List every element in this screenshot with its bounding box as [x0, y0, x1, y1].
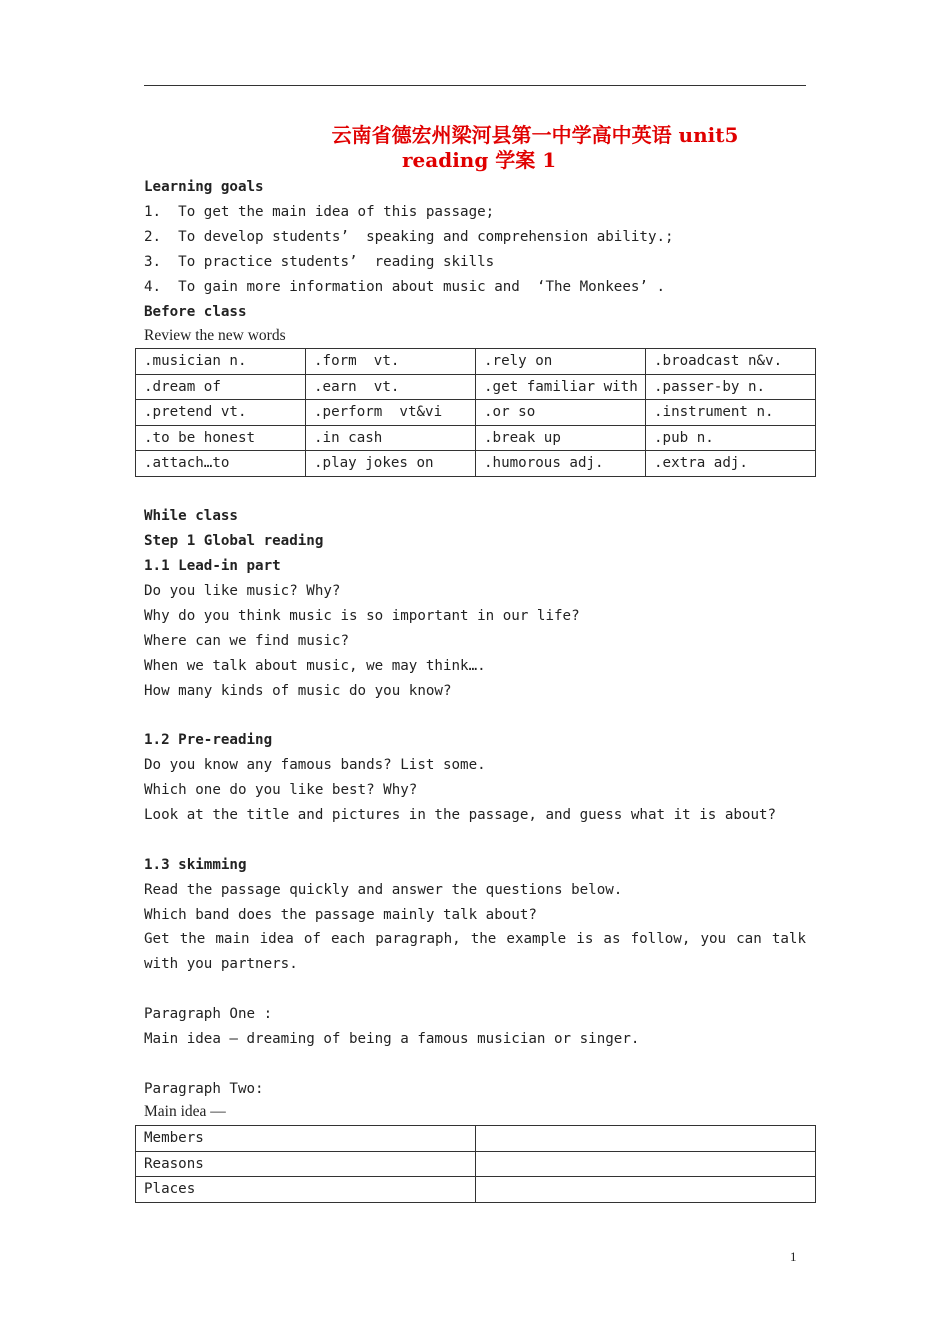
table-cell: .get familiar with [476, 374, 646, 400]
goal-item-1: 1. To get the main idea of this passage; [144, 204, 495, 220]
table-cell: .in cash [306, 425, 476, 451]
step1-heading: Step 1 Global reading [144, 533, 324, 549]
table-cell: .passer-by n. [646, 374, 816, 400]
table-cell: .musician n. [136, 349, 306, 375]
paragraph-two-label: Paragraph Two: [144, 1081, 264, 1097]
title-line-2: reading 学案 1 [402, 148, 557, 172]
table-cell: .break up [476, 425, 646, 451]
table-cell: .form vt. [306, 349, 476, 375]
table-cell: .instrument n. [646, 400, 816, 426]
lead-in-question: Where can we find music? [144, 633, 349, 649]
table-cell: .broadcast n&v. [646, 349, 816, 375]
pre-reading-question: Do you know any famous bands? List some. [144, 757, 486, 773]
review-label: Review the new words [144, 327, 286, 344]
before-class-heading: Before class [144, 304, 247, 320]
table-cell: .pretend vt. [136, 400, 306, 426]
goal-item-3: 3. To practice students’ reading skills [144, 254, 495, 270]
table-row [136, 349, 816, 375]
paragraph-two-table [135, 1125, 816, 1203]
table-cell: .or so [476, 400, 646, 426]
pre-reading-question: Which one do you like best? Why? [144, 782, 418, 798]
lead-in-question: How many kinds of music do you know? [144, 683, 452, 699]
paragraph-one-main-idea: Main idea — dreaming of being a famous musician or singer. [144, 1031, 640, 1047]
lead-in-question: When we talk about music, we may think…. [144, 658, 486, 674]
table-row [136, 451, 816, 477]
table-row [136, 374, 816, 400]
table-cell: .humorous adj. [476, 451, 646, 477]
table-row [136, 400, 816, 426]
header-rule [144, 85, 806, 86]
table-cell: .rely on [476, 349, 646, 375]
skimming-instruction: Get the main idea of each paragraph, the example is as follow, you can talk with you partners. [144, 931, 806, 972]
goal-item-4: 4. To gain more information about music and ‘The Monkees’ . [144, 279, 666, 295]
paragraph-one-label: Paragraph One : [144, 1006, 273, 1022]
table-cell: .extra adj. [646, 451, 816, 477]
table-cell-label: Members [136, 1126, 476, 1152]
learning-goals-heading: Learning goals [144, 179, 264, 195]
table-cell: .play jokes on [306, 451, 476, 477]
table-row [136, 1151, 816, 1177]
goal-item-2: 2. To develop students’ speaking and comprehension ability.; [144, 229, 674, 245]
table-cell: .perform vt&vi [306, 400, 476, 426]
table-cell: .dream of [136, 374, 306, 400]
table-cell-answer[interactable] [476, 1151, 816, 1177]
table-cell-answer[interactable] [476, 1177, 816, 1203]
skimming-line: Read the passage quickly and answer the questions below. [144, 882, 623, 898]
page-number: 1 [790, 1249, 797, 1264]
skimming-heading: 1.3 skimming [144, 857, 247, 873]
table-row [136, 1177, 816, 1203]
table-row [136, 425, 816, 451]
document-title [144, 123, 806, 173]
title-line-1: 云南省德宏州梁河县第一中学高中英语 unit5 [331, 123, 739, 147]
table-cell: .pub n. [646, 425, 816, 451]
table-cell-answer[interactable] [476, 1126, 816, 1152]
pre-reading-question: Look at the title and pictures in the passage, and guess what it is about? [144, 807, 777, 823]
lead-in-heading: 1.1 Lead-in part [144, 558, 281, 574]
while-class-heading: While class [144, 508, 238, 524]
lead-in-question: Why do you think music is so important in our life? [144, 608, 580, 624]
table-cell-label: Reasons [136, 1151, 476, 1177]
table-row [136, 1126, 816, 1152]
lead-in-question: Do you like music? Why? [144, 583, 341, 599]
table-cell-label: Places [136, 1177, 476, 1203]
skimming-line: Which band does the passage mainly talk about? [144, 907, 537, 923]
table-cell: .attach…to [136, 451, 306, 477]
table-cell: .earn vt. [306, 374, 476, 400]
pre-reading-heading: 1.2 Pre-reading [144, 732, 273, 748]
vocabulary-table [135, 348, 816, 477]
table-cell: .to be honest [136, 425, 306, 451]
paragraph-two-main-idea-label: Main idea — [144, 1103, 226, 1120]
